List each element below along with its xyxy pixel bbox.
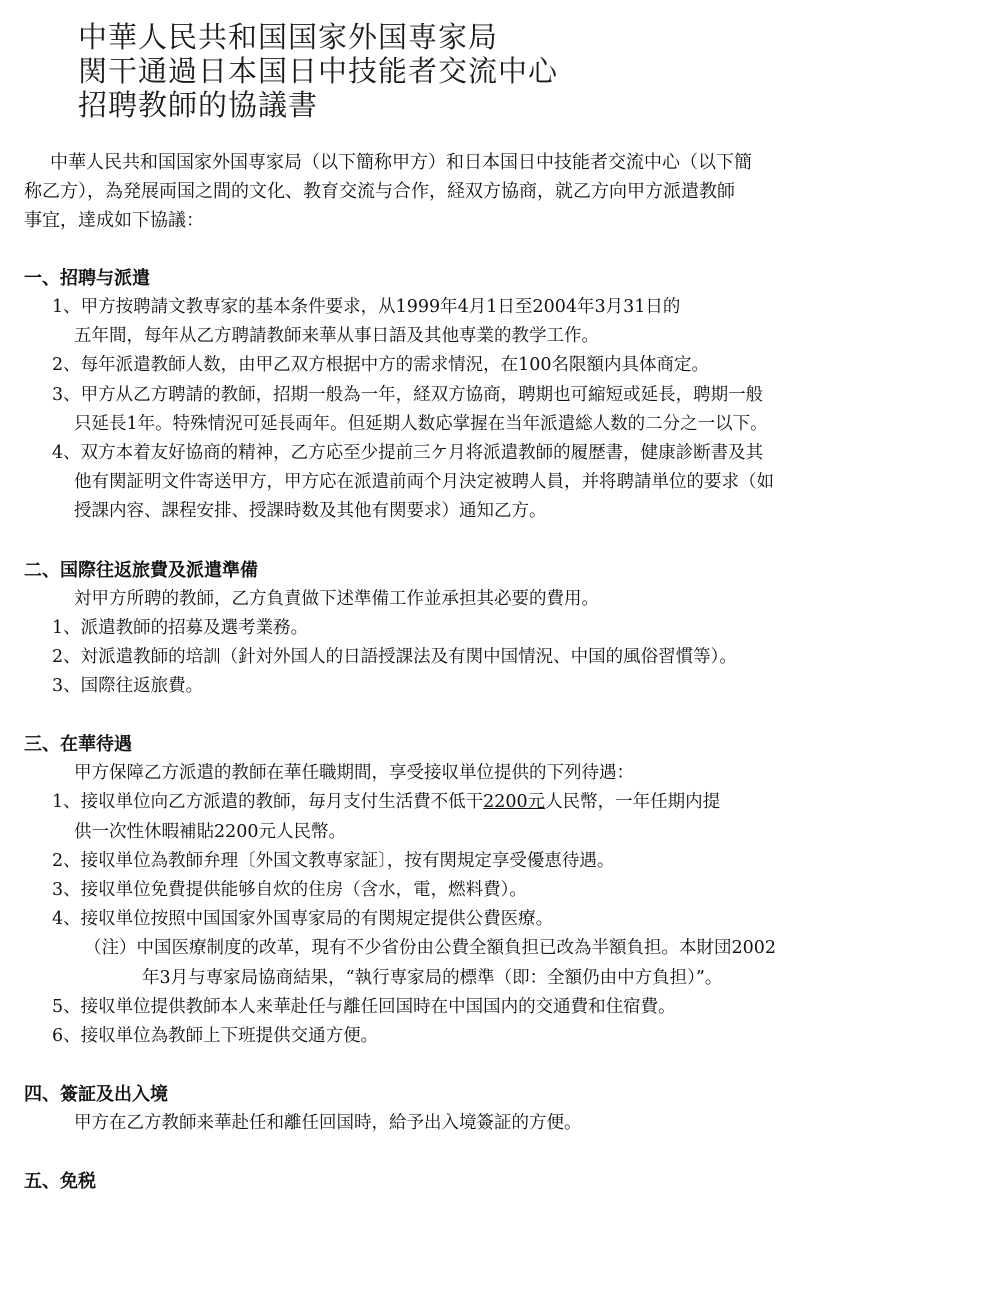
clause-line: 2、接収単位為教師弁理〔外国文教専家証〕，按有関規定享受優恵待遇。 [52, 850, 615, 871]
clause-line: 6、接収単位為教師上下班提供交通方便。 [52, 1025, 379, 1046]
clause-text: 人民幣，一年任期内提 [545, 792, 721, 813]
title-line-3: 招聘教師的協議書 [78, 88, 319, 122]
title-line-1: 中華人民共和国国家外国専家局 [78, 20, 499, 54]
section-heading-4: 四、簽証及出入境 [24, 1084, 168, 1106]
clause-line: 4、接収単位按照中国国家外国専家局的有関規定提供公費医療。 [52, 909, 554, 930]
clause-line: 2、每年派遣教師人数，由甲乙双方根据中方的需求情況，在100名限額内具体商定。 [52, 355, 710, 376]
intro-line: 称乙方），為発展両国之間的文化、教育交流与合作，経双方協商，就乙方向甲方派遣教師 [24, 181, 735, 202]
underlined-amount: 2200元 [483, 792, 546, 813]
section-heading-3: 三、在華待遇 [24, 734, 132, 756]
document-body [24, 148, 974, 1196]
intro-paragraph [24, 148, 974, 235]
document-title [78, 20, 958, 122]
clause-line: 五年間，每年从乙方聘請教師来華从事日語及其他専業的教学工作。 [74, 326, 599, 347]
clause-line: 甲方保障乙方派遣的教師在華任職期間，享受接収単位提供的下列待遇： [74, 763, 634, 784]
clause-line: 供一次性休暇補貼2200元人民幣。 [74, 821, 347, 842]
clause-text: 1、接収単位向乙方派遣的教師，毎月支付生活費不低干 [52, 792, 484, 813]
clause-line: 1、派遣教師的招募及選考業務。 [52, 617, 309, 638]
clause-line: 5、接収単位提供教師本人来華赴任与離任回国時在中国国内的交通費和住宿費。 [52, 996, 676, 1017]
clause-line: 対甲方所聘的教師，乙方負責做下述準備工作並承担其必要的費用。 [74, 588, 599, 609]
note-line: （注）中国医療制度的改革，現有不少省份由公費全額負担已改為半額負担。本財団2002 [84, 938, 777, 959]
title-line-2: 関干通過日本国日中技能者交流中心 [78, 54, 559, 88]
section-heading-1: 一、招聘与派遣 [24, 268, 150, 289]
clause-line: 甲方在乙方教師来華赴任和離任回国時，給予出入境簽証的方便。 [74, 1113, 582, 1134]
clause-line [24, 788, 974, 817]
clause-line: 3、甲方从乙方聘請的教師，招期一般為一年，経双方協商，聘期也可縮短或延長，聘期一般 [52, 384, 764, 405]
note-line: 年3月与専家局協商結果，“執行専家局的標準（即：全額仍由中方負担）”。 [142, 967, 723, 988]
intro-line: 事宜，達成如下協議： [24, 210, 204, 231]
clause-line: 4、双方本着友好協商的精神，乙方応至少提前三ケ月将派遣教師的履歴書，健康診断書及其 [52, 442, 764, 463]
clause-line: 授課内容、課程安排、授課時数及其他有関要求）通知乙方。 [74, 501, 547, 522]
clause-line: 只延長1年。特殊情況可延長両年。但延期人数応掌握在当年派遣総人数的二分之一以下。 [74, 413, 768, 434]
clause-line: 他有関証明文件寄送甲方，甲方応在派遣前両个月決定被聘人員，并将聘請単位的要求（如 [74, 472, 774, 493]
intro-line: 中華人民共和国国家外国専家局（以下簡称甲方）和日本国日中技能者交流中心（以下簡 [50, 152, 752, 173]
clause-line: 2、対派遣教師的培訓（針対外国人的日語授課法及有関中国情況、中国的風俗習慣等）。 [52, 646, 737, 667]
clause-line: 3、国際往返旅費。 [52, 676, 204, 697]
clause-line: 1、甲方按聘請文教専家的基本条件要求，从1999年4月1日至2004年3月31日的 [52, 297, 681, 317]
clause-line: 3、接収単位免費提供能够自炊的住房（含水，電，燃料費）。 [52, 880, 527, 900]
section-heading-2: 二、国際往返旅費及派遣準備 [24, 559, 258, 581]
section-heading-5: 五、免税 [24, 1171, 96, 1193]
